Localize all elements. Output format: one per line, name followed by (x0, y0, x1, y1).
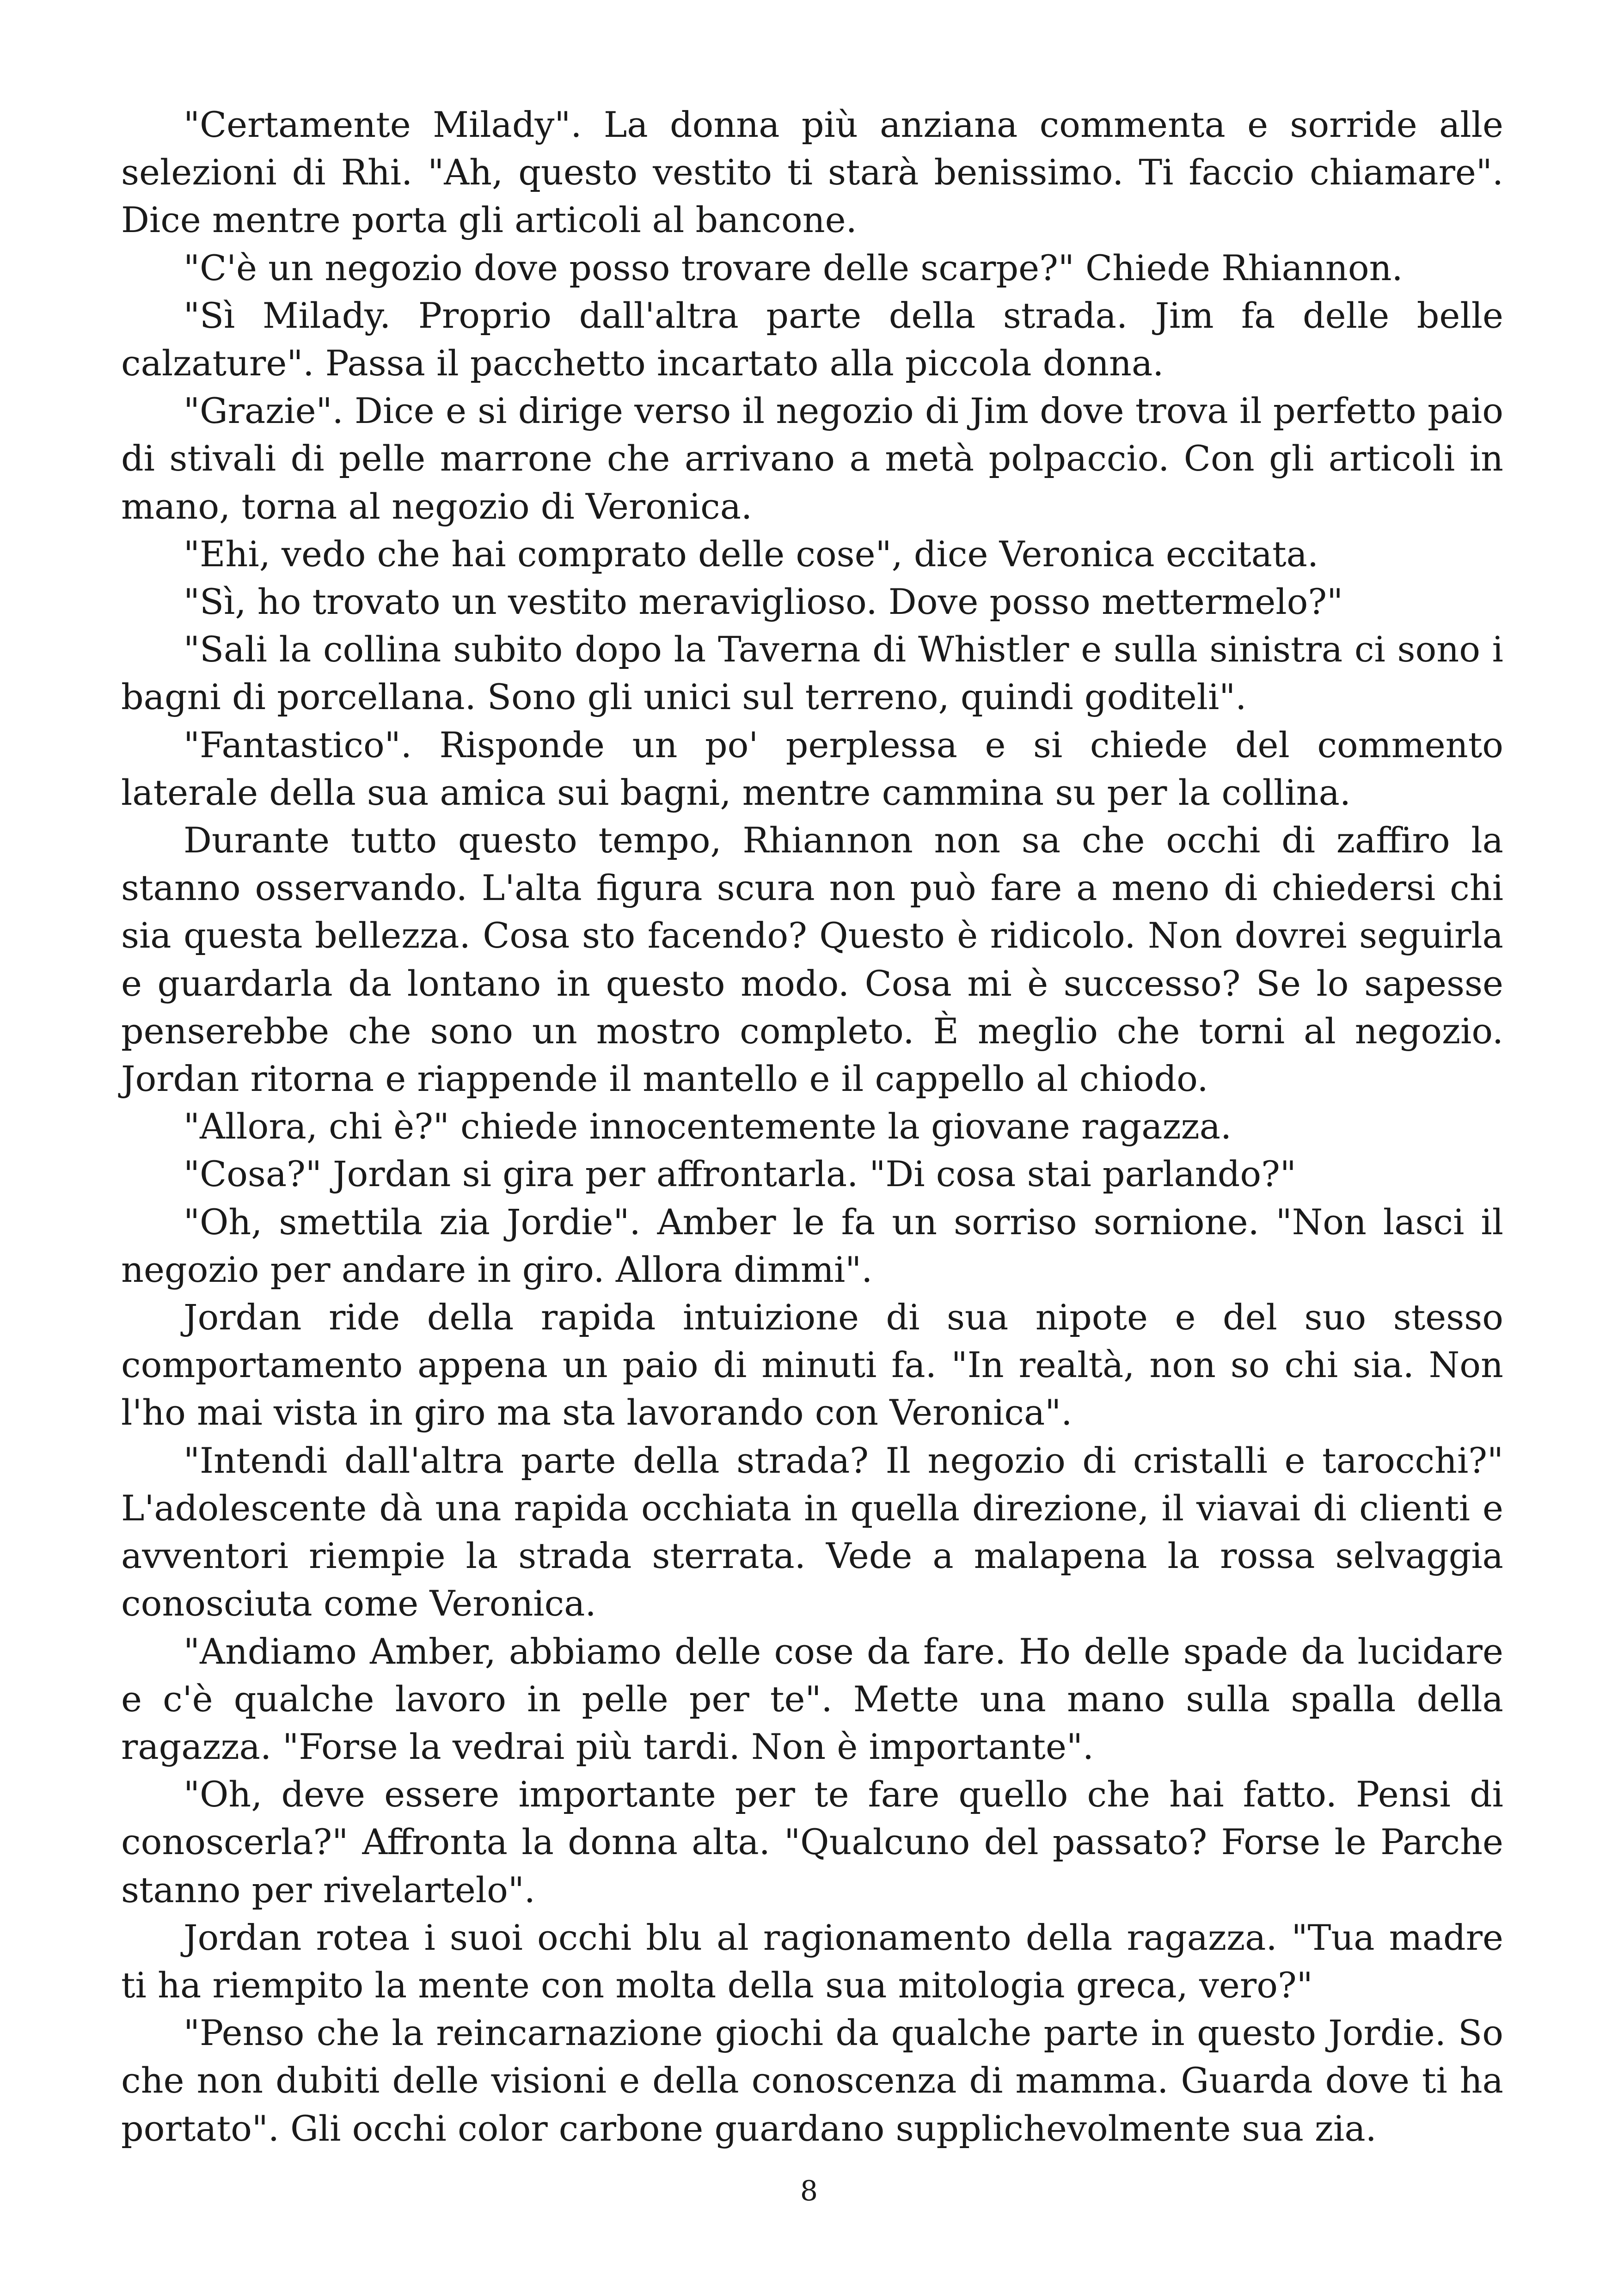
paragraph: "Certamente Milady". La donna più anziana commenta e sorride alle selezioni di Rhi. "Ah, questo vestito ti starà benissimo. Ti faccio chiamare". Dice mentre porta gli articoli al bancone. (121, 104, 1503, 241)
paragraph: "Sali la collina subito dopo la Taverna di Whistler e sulla sinistra ci sono i bagni di porcellana. Sono gli unici sul terreno, quindi goditeli". (121, 629, 1503, 718)
paragraph: "Sì, ho trovato un vestito meraviglioso. Dove posso mettermelo?" (184, 581, 1343, 623)
paragraph: Jordan rotea i suoi occhi blu al ragionamento della ragazza. "Tua madre ti ha riempito la mente con molta della sua mitologia greca, vero?" (121, 1916, 1503, 2006)
paragraph: Durante tutto questo tempo, Rhiannon non sa che occhi di zaffiro la stanno osservando. L'alta figura scura non può fare a meno di chiedersi chi sia questa bellezza. Cosa sto facendo? Questo è ridicolo. Non dovrei seguirla e guardarla da lontano in questo modo. Cosa mi è successo? Se lo sapesse penserebbe che sono un mostro completo. È meglio che torni al negozio. Jordan ritorna e riappende il mantello e il cappello al chiodo. (121, 820, 1503, 1100)
paragraph: "Sì Milady. Proprio dall'altra parte della strada. Jim fa delle belle calzature". Passa il pacchetto incartato alla piccola donna. (121, 294, 1503, 384)
paragraph: "Oh, deve essere importante per te fare quello che hai fatto. Pensi di conoscerla?" Affronta la donna alta. "Qualcuno del passato? Forse le Parche stanno per rivelartelo". (121, 1774, 1503, 1910)
paragraph: "Grazie". Dice e si dirige verso il negozio di Jim dove trova il perfetto paio di stivali di pelle marrone che arrivano a metà polpaccio. Con gli articoli in mano, torna al negozio di Veronica. (121, 390, 1503, 527)
paragraph: "C'è un negozio dove posso trovare delle scarpe?" Chiede Rhiannon. (184, 247, 1403, 288)
paragraph: "Intendi dall'altra parte della strada? Il negozio di cristalli e tarocchi?" L'adolescente dà una rapida occhiata in quella direzione, il viavai di clienti e avventori riempie la strada sterrata. Vede a malapena la rossa selvaggia conosciuta come Veronica. (121, 1439, 1503, 1624)
page-number: 8 (800, 2175, 818, 2207)
paragraph: "Cosa?" Jordan si gira per affrontarla. "Di cosa stai parlando?" (184, 1153, 1296, 1195)
paragraph: "Fantastico". Risponde un po' perplessa e si chiede del commento laterale della sua amica sui bagni, mentre cammina su per la collina. (121, 724, 1503, 813)
body-text (121, 101, 1503, 2152)
paragraph: "Ehi, vedo che hai comprato delle cose", dice Veronica eccitata. (184, 533, 1319, 575)
paragraph: "Andiamo Amber, abbiamo delle cose da fare. Ho delle spade da lucidare e c'è qualche lavoro in pelle per te". Mette una mano sulla spalla della ragazza. "Forse la vedrai più tardi. Non è importante". (121, 1630, 1503, 1767)
paragraph: "Penso che la reincarnazione giochi da qualche parte in questo Jordie. So che non dubiti delle visioni e della conoscenza di mamma. Guarda dove ti ha portato". Gli occhi color carbone guardano supplichevolmente sua zia. (121, 2012, 1503, 2149)
paragraph: Jordan ride della rapida intuizione di sua nipote e del suo stesso comportamento appena un paio di minuti fa. "In realtà, non so chi sia. Non l'ho mai vista in giro ma sta lavorando con Veronica". (121, 1297, 1503, 1433)
paragraph: "Allora, chi è?" chiede innocentemente la giovane ragazza. (184, 1106, 1232, 1147)
paragraph: "Oh, smettila zia Jordie". Amber le fa un sorriso sornione. "Non lasci il negozio per andare in giro. Allora dimmi". (121, 1201, 1503, 1290)
